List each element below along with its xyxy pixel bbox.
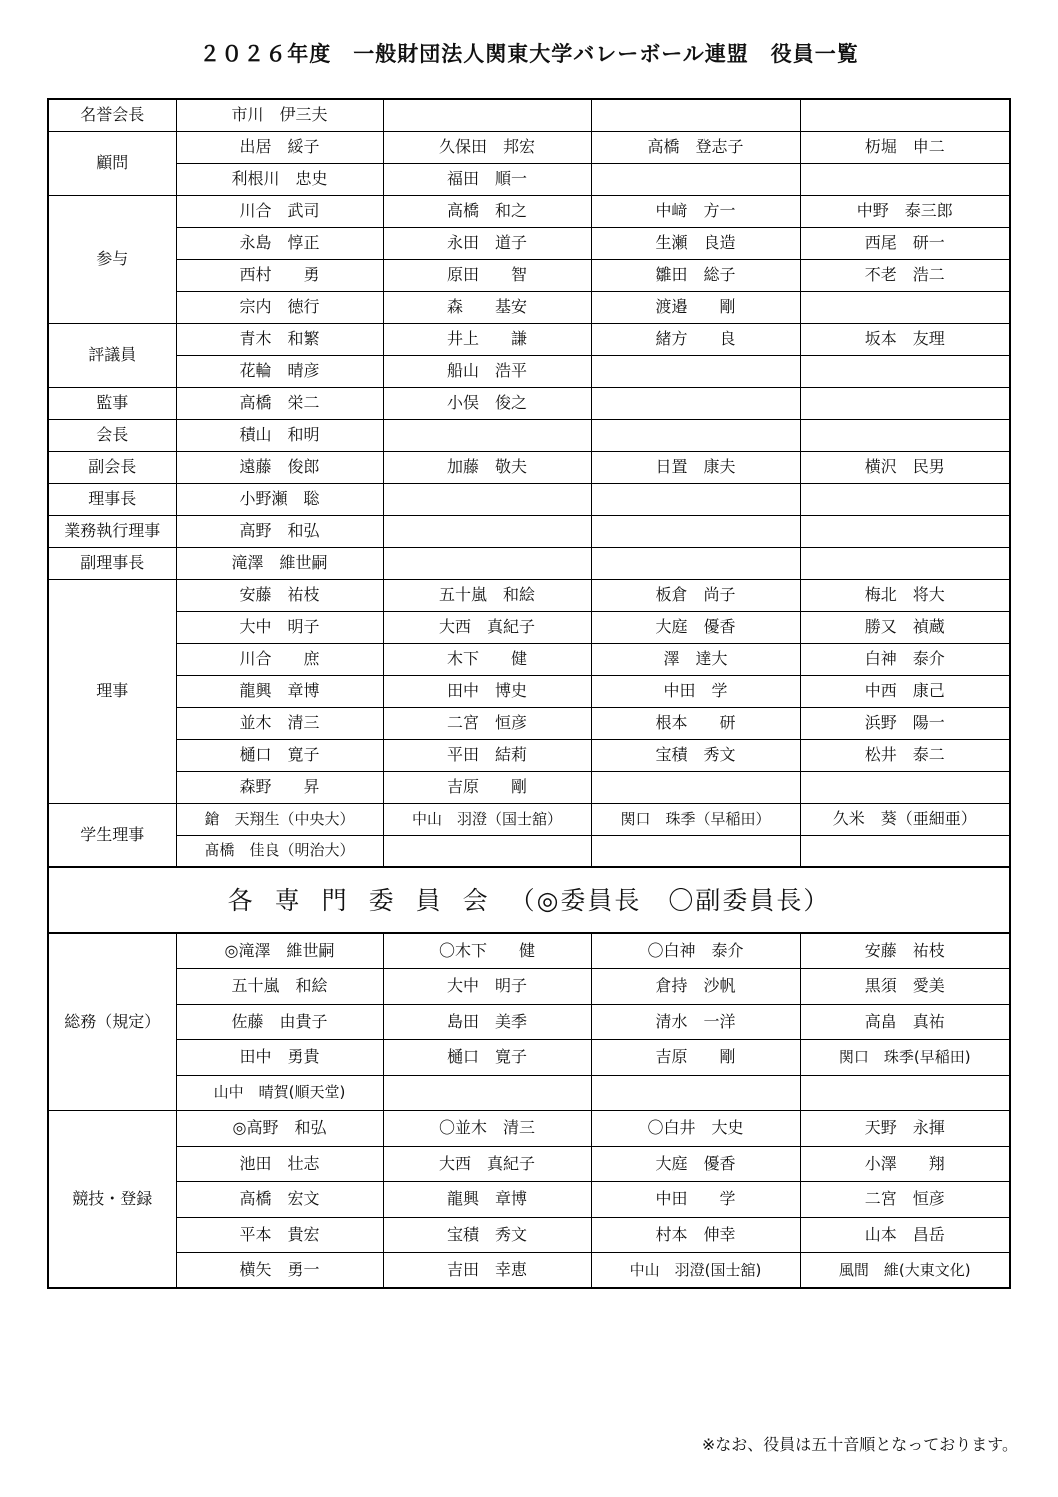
member-name: 澤 達大 xyxy=(591,643,800,675)
member-name xyxy=(383,483,591,515)
member-name: 関口 珠季(早稲田) xyxy=(800,1040,1010,1076)
table-row xyxy=(48,99,1010,131)
member-name xyxy=(383,835,591,867)
member-name: 龍興 章博 xyxy=(176,675,383,707)
member-name: 白神 泰介 xyxy=(800,643,1010,675)
role-label: 理事 xyxy=(48,579,176,803)
member-name: 佐藤 由貴子 xyxy=(176,1004,383,1040)
member-name: 吉原 剛 xyxy=(591,1040,800,1076)
member-name: ◎滝澤 維世嗣 xyxy=(176,933,383,969)
member-name: 吉田 幸恵 xyxy=(383,1253,591,1289)
table-row xyxy=(48,1040,1010,1076)
member-name: 小澤 翔 xyxy=(800,1146,1010,1182)
table-row xyxy=(48,739,1010,771)
member-name xyxy=(591,163,800,195)
table-row xyxy=(48,227,1010,259)
table-row xyxy=(48,1253,1010,1289)
member-name: 森野 昇 xyxy=(176,771,383,803)
officer-table xyxy=(47,98,1011,1289)
member-name: 高橋 宏文 xyxy=(176,1182,383,1218)
member-name: 渡邉 剛 xyxy=(591,291,800,323)
member-name xyxy=(800,355,1010,387)
member-name: 清水 一洋 xyxy=(591,1004,800,1040)
member-name xyxy=(800,515,1010,547)
table-row xyxy=(48,451,1010,483)
committee-table-body xyxy=(48,933,1010,1288)
member-name: 吉原 剛 xyxy=(383,771,591,803)
member-name: 〇木下 健 xyxy=(383,933,591,969)
member-name: 中﨑 方一 xyxy=(591,195,800,227)
member-name: 横沢 民男 xyxy=(800,451,1010,483)
member-name: 川合 庶 xyxy=(176,643,383,675)
table-row xyxy=(48,933,1010,969)
table-row xyxy=(48,803,1010,835)
member-name: 中野 泰三郎 xyxy=(800,195,1010,227)
table-row xyxy=(48,771,1010,803)
member-name: 村本 伸幸 xyxy=(591,1217,800,1253)
member-name xyxy=(591,1075,800,1111)
role-label: 参与 xyxy=(48,195,176,323)
member-name: 日置 康夫 xyxy=(591,451,800,483)
role-label: 副理事長 xyxy=(48,547,176,579)
member-name: 並木 清三 xyxy=(176,707,383,739)
member-name: 樋口 寛子 xyxy=(383,1040,591,1076)
member-name xyxy=(383,419,591,451)
member-name: 樋口 寛子 xyxy=(176,739,383,771)
role-label: 副会長 xyxy=(48,451,176,483)
member-name: 横矢 勇一 xyxy=(176,1253,383,1289)
member-name: 黒須 愛美 xyxy=(800,969,1010,1005)
member-name xyxy=(591,835,800,867)
member-name: 大中 明子 xyxy=(383,969,591,1005)
member-name: 〇白神 泰介 xyxy=(591,933,800,969)
member-name: 遠藤 俊郎 xyxy=(176,451,383,483)
member-name xyxy=(800,291,1010,323)
member-name: 倉持 沙帆 xyxy=(591,969,800,1005)
table-row xyxy=(48,355,1010,387)
role-label: 総務（規定） xyxy=(48,933,176,1111)
member-name: 中田 学 xyxy=(591,675,800,707)
member-name: 高橋 登志子 xyxy=(591,131,800,163)
table-row xyxy=(48,675,1010,707)
member-name: 関口 珠季（早稲田） xyxy=(591,803,800,835)
member-name: 田中 勇貴 xyxy=(176,1040,383,1076)
member-name: 木下 健 xyxy=(383,643,591,675)
member-name: 高畠 真祐 xyxy=(800,1004,1010,1040)
committee-heading-row xyxy=(48,867,1010,933)
member-name xyxy=(383,1075,591,1111)
member-name: 積山 和明 xyxy=(176,419,383,451)
member-name xyxy=(800,483,1010,515)
role-label: 競技・登録 xyxy=(48,1111,176,1289)
member-name: 山本 昌岳 xyxy=(800,1217,1010,1253)
member-name: 高橋 栄二 xyxy=(176,387,383,419)
table-row xyxy=(48,835,1010,867)
member-name xyxy=(800,547,1010,579)
member-name: 勝又 禎蔵 xyxy=(800,611,1010,643)
member-name: 二宮 恒彦 xyxy=(800,1182,1010,1218)
member-name: 永田 道子 xyxy=(383,227,591,259)
member-name xyxy=(591,387,800,419)
member-name: 安藤 祐枝 xyxy=(800,933,1010,969)
role-label: 学生理事 xyxy=(48,803,176,867)
member-name xyxy=(800,419,1010,451)
member-name: 〇白井 大史 xyxy=(591,1111,800,1147)
table-row xyxy=(48,483,1010,515)
role-label: 名誉会長 xyxy=(48,99,176,131)
member-name: 原田 智 xyxy=(383,259,591,291)
member-name: 中田 学 xyxy=(591,1182,800,1218)
document-title: ２０２６年度 一般財団法人関東大学バレーボール連盟 役員一覧 xyxy=(199,42,859,66)
role-label: 監事 xyxy=(48,387,176,419)
member-name: 杤堀 申二 xyxy=(800,131,1010,163)
member-name: 生瀬 良造 xyxy=(591,227,800,259)
table-row xyxy=(48,515,1010,547)
table-row xyxy=(48,1004,1010,1040)
table-row xyxy=(48,291,1010,323)
member-name: 船山 浩平 xyxy=(383,355,591,387)
table-row xyxy=(48,323,1010,355)
table-row xyxy=(48,1075,1010,1111)
officer-table-body xyxy=(48,99,1010,867)
member-name: 平田 結莉 xyxy=(383,739,591,771)
member-name: 龍興 章博 xyxy=(383,1182,591,1218)
member-name: 坂本 友理 xyxy=(800,323,1010,355)
role-label: 業務執行理事 xyxy=(48,515,176,547)
member-name: 山中 晴賀(順天堂) xyxy=(176,1075,383,1111)
role-label: 会長 xyxy=(48,419,176,451)
member-name: 田中 博史 xyxy=(383,675,591,707)
member-name: 青木 和繁 xyxy=(176,323,383,355)
role-label: 理事長 xyxy=(48,483,176,515)
table-row xyxy=(48,131,1010,163)
member-name xyxy=(800,99,1010,131)
member-name: 利根川 忠史 xyxy=(176,163,383,195)
committee-heading-legend: （◎委員長 〇副委員長） xyxy=(509,885,831,915)
member-name: 風間 維(大東文化) xyxy=(800,1253,1010,1289)
table-row xyxy=(48,1111,1010,1147)
member-name: 久保田 邦宏 xyxy=(383,131,591,163)
member-name xyxy=(591,355,800,387)
member-name: 不老 浩二 xyxy=(800,259,1010,291)
member-name: 大庭 優香 xyxy=(591,611,800,643)
member-name: 小野瀬 聡 xyxy=(176,483,383,515)
member-name: 宝積 秀文 xyxy=(383,1217,591,1253)
member-name: 板倉 尚子 xyxy=(591,579,800,611)
table-row xyxy=(48,195,1010,227)
member-name xyxy=(591,515,800,547)
member-name xyxy=(800,1075,1010,1111)
member-name: 市川 伊三夫 xyxy=(176,99,383,131)
member-name: 宝積 秀文 xyxy=(591,739,800,771)
member-name: 大西 真紀子 xyxy=(383,611,591,643)
member-name: 加藤 敬夫 xyxy=(383,451,591,483)
table-row xyxy=(48,1146,1010,1182)
member-name: 〇並木 清三 xyxy=(383,1111,591,1147)
member-name: 森 基安 xyxy=(383,291,591,323)
member-name: 池田 壮志 xyxy=(176,1146,383,1182)
member-name: 島田 美季 xyxy=(383,1004,591,1040)
table-row xyxy=(48,419,1010,451)
member-name: 高橋 和之 xyxy=(383,195,591,227)
table-row xyxy=(48,611,1010,643)
member-name xyxy=(383,99,591,131)
member-name: 五十嵐 和絵 xyxy=(176,969,383,1005)
member-name: 久米 葵（亜細亜） xyxy=(800,803,1010,835)
member-name: 大中 明子 xyxy=(176,611,383,643)
table-row xyxy=(48,707,1010,739)
table-row xyxy=(48,1217,1010,1253)
member-name xyxy=(800,387,1010,419)
table-row xyxy=(48,643,1010,675)
member-name xyxy=(383,547,591,579)
member-name: 安藤 祐枝 xyxy=(176,579,383,611)
member-name: ◎高野 和弘 xyxy=(176,1111,383,1147)
member-name: 緒方 良 xyxy=(591,323,800,355)
member-name: 松井 泰二 xyxy=(800,739,1010,771)
member-name: 中山 羽澄（国士舘） xyxy=(383,803,591,835)
member-name: 高野 和弘 xyxy=(176,515,383,547)
footnote: ※なお、役員は五十音順となっております。 xyxy=(701,1435,1018,1454)
member-name xyxy=(800,163,1010,195)
member-name xyxy=(591,547,800,579)
member-name: 平本 貴宏 xyxy=(176,1217,383,1253)
member-name: 小俣 俊之 xyxy=(383,387,591,419)
member-name: 梅北 将大 xyxy=(800,579,1010,611)
committee-heading-title: 各専門委員会 xyxy=(227,885,510,915)
member-name xyxy=(591,419,800,451)
table-row xyxy=(48,579,1010,611)
member-name: 大西 真紀子 xyxy=(383,1146,591,1182)
member-name: 滝澤 維世嗣 xyxy=(176,547,383,579)
member-name: 西尾 研一 xyxy=(800,227,1010,259)
member-name xyxy=(591,483,800,515)
member-name xyxy=(800,771,1010,803)
member-name: 福田 順一 xyxy=(383,163,591,195)
member-name: 五十嵐 和絵 xyxy=(383,579,591,611)
member-name: 大庭 優香 xyxy=(591,1146,800,1182)
committee-heading-section xyxy=(48,867,1010,933)
member-name: 永島 惇正 xyxy=(176,227,383,259)
member-name: 鎗 天翔生（中央大） xyxy=(176,803,383,835)
table-row xyxy=(48,1182,1010,1218)
member-name xyxy=(383,515,591,547)
table-row xyxy=(48,163,1010,195)
member-name: 天野 永揮 xyxy=(800,1111,1010,1147)
table-row xyxy=(48,547,1010,579)
member-name: 根本 研 xyxy=(591,707,800,739)
member-name: 川合 武司 xyxy=(176,195,383,227)
member-name: 浜野 陽一 xyxy=(800,707,1010,739)
member-name: 出居 綏子 xyxy=(176,131,383,163)
member-name xyxy=(800,835,1010,867)
committee-heading xyxy=(48,867,1010,933)
table-row xyxy=(48,259,1010,291)
member-name xyxy=(591,771,800,803)
member-name: 宗内 徳行 xyxy=(176,291,383,323)
role-label: 評議員 xyxy=(48,323,176,387)
member-name: 髙橋 佳良（明治大） xyxy=(176,835,383,867)
table-row xyxy=(48,969,1010,1005)
member-name: 西村 勇 xyxy=(176,259,383,291)
member-name xyxy=(591,99,800,131)
role-label: 顧問 xyxy=(48,131,176,195)
member-name: 中山 羽澄(国士舘) xyxy=(591,1253,800,1289)
member-name: 二宮 恒彦 xyxy=(383,707,591,739)
member-name: 中西 康己 xyxy=(800,675,1010,707)
table-row xyxy=(48,387,1010,419)
member-name: 井上 謙 xyxy=(383,323,591,355)
member-name: 花輪 晴彦 xyxy=(176,355,383,387)
member-name: 雛田 総子 xyxy=(591,259,800,291)
